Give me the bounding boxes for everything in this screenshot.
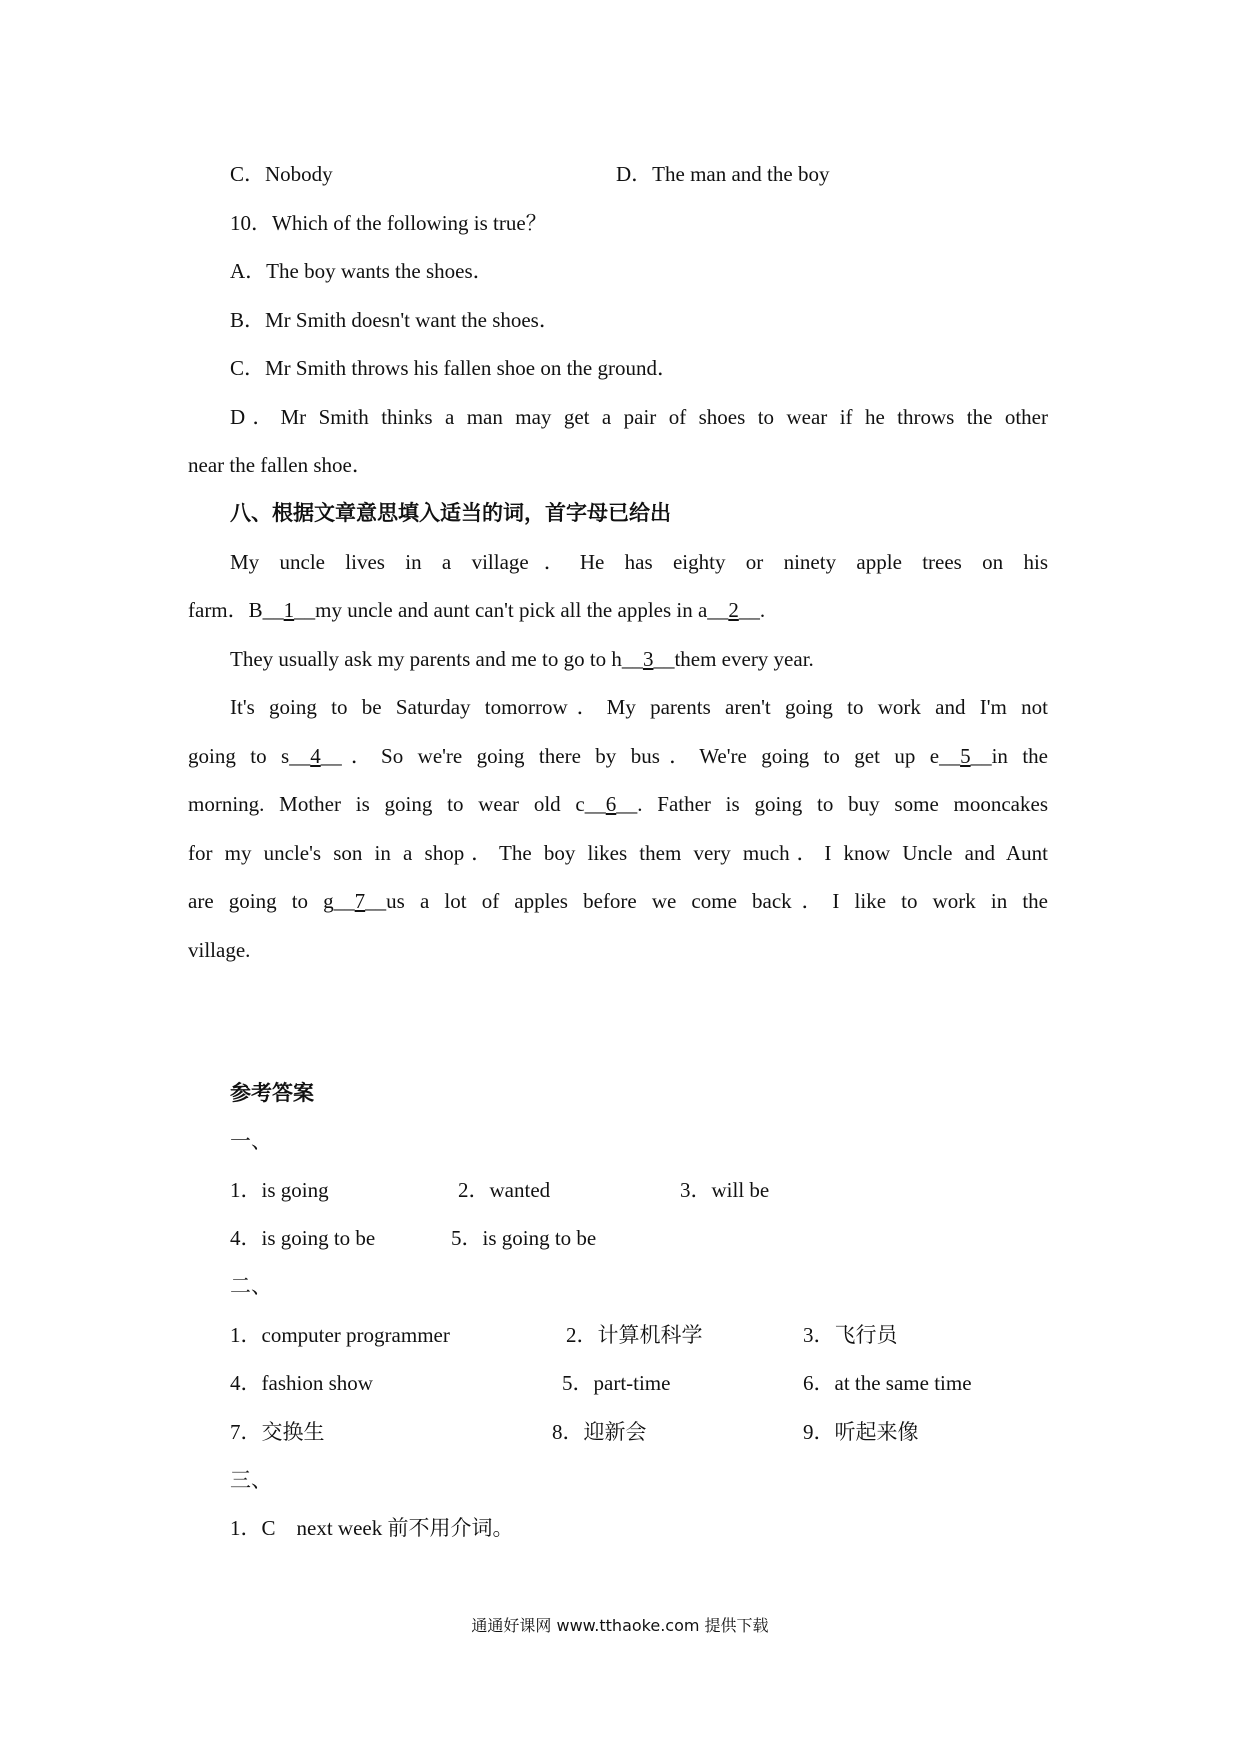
answers-part-1-title: 一、 xyxy=(230,1129,272,1153)
q9-option-d: D．The man and the boy xyxy=(616,162,830,186)
passage-line: are going to g__7__us a lot of apples before we come back．I like to work in the xyxy=(188,889,1048,913)
q10-option-d-line1: D．Mr Smith thinks a man may get a pair of shoes to wear if he throws the other xyxy=(230,405,1048,429)
answer-item: 3．will be xyxy=(680,1178,770,1202)
answer-item: 4．fashion show xyxy=(230,1371,373,1395)
q10-option-d-line2: near the fallen shoe． xyxy=(188,453,373,477)
answer-item: 2．wanted xyxy=(458,1178,551,1202)
answers-part-2-title: 二、 xyxy=(230,1274,272,1298)
blank-5: 5 xyxy=(960,744,971,768)
passage-line: It's going to be Saturday tomorrow．My parents aren't going to work and I'm not xyxy=(230,695,1048,719)
passage-line: My uncle lives in a village．He has eighty or ninety apple trees on his xyxy=(230,550,1048,574)
passage-line: They usually ask my parents and me to go to h__3__them every year. xyxy=(230,647,814,671)
answer-item: 1．C next week 前不用介词。 xyxy=(230,1516,514,1540)
answer-item: 9．听起来像 xyxy=(803,1420,919,1444)
answer-item: 1．is going xyxy=(230,1178,329,1202)
q9-option-c: C．Nobody xyxy=(230,162,333,186)
answer-item: 8．迎新会 xyxy=(552,1420,647,1444)
answer-item: 5．part-time xyxy=(562,1371,671,1395)
answers-heading: 参考答案 xyxy=(230,1081,314,1105)
answer-item: 5．is going to be xyxy=(451,1226,597,1250)
section-8-heading: 八、根据文章意思填入适当的词，首字母已给出 xyxy=(230,501,671,525)
blank-6: 6 xyxy=(605,792,617,816)
blank-7: 7 xyxy=(354,889,366,913)
answers-part-3-title: 三、 xyxy=(230,1468,272,1492)
blank-4: 4 xyxy=(310,744,321,768)
passage-line: village. xyxy=(188,938,251,962)
passage-line: going to s__4__．So we're going there by bus．We're going to get up e__5__in the xyxy=(188,744,1048,768)
page-footer: 通通好课网 www.tthaoke.com 提供下载 xyxy=(471,1616,769,1635)
q10-option-c: C．Mr Smith throws his fallen shoe on the ground． xyxy=(230,356,678,380)
answer-item: 4．is going to be xyxy=(230,1226,376,1250)
blank-1: 1 xyxy=(283,598,295,622)
answer-item: 6．at the same time xyxy=(803,1371,972,1395)
q10-stem: 10．Which of the following is true？ xyxy=(230,211,547,235)
answer-item: 3．飞行员 xyxy=(803,1323,898,1347)
passage-line: morning. Mother is going to wear old c__6__. Father is going to buy some mooncakes xyxy=(188,792,1048,816)
answer-item: 1．computer programmer xyxy=(230,1323,450,1347)
answer-item: 2．计算机科学 xyxy=(566,1323,703,1347)
blank-3: 3 xyxy=(642,647,654,671)
passage-line: farm．B__1__my uncle and aunt can't pick all the apples in a__2__. xyxy=(188,598,766,622)
q10-option-a: A．The boy wants the shoes． xyxy=(230,259,494,283)
answer-item: 7．交换生 xyxy=(230,1420,325,1444)
q10-option-b: B．Mr Smith doesn't want the shoes． xyxy=(230,308,560,332)
blank-2: 2 xyxy=(728,598,739,622)
passage-line: for my uncle's son in a shop．The boy likes them very much．I know Uncle and Aunt xyxy=(188,841,1048,865)
